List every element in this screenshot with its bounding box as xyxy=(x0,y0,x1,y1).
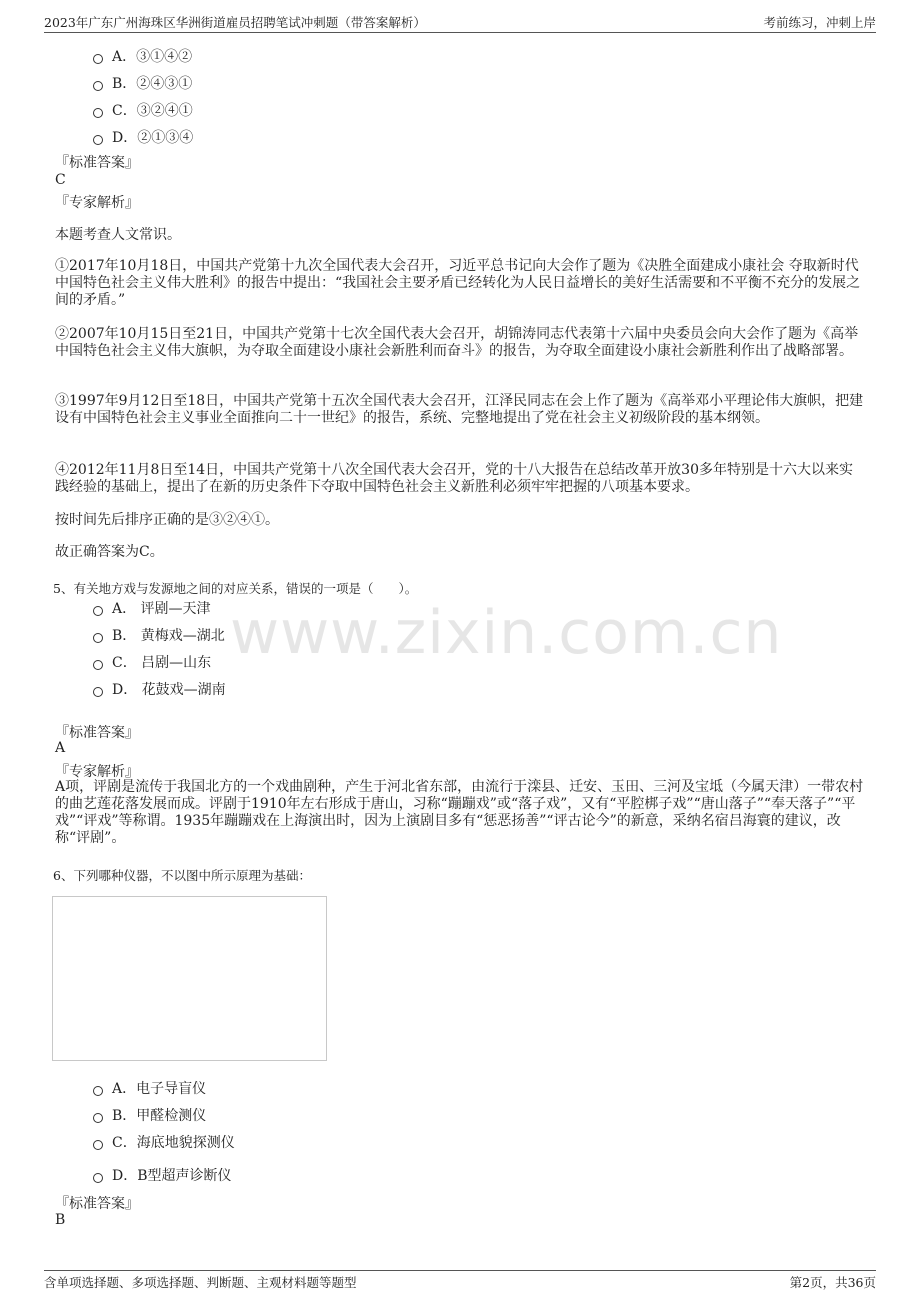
page-footer xyxy=(44,1270,876,1295)
q6-answer-label: 『标准答案』 xyxy=(55,1196,139,1212)
q5-answer: A xyxy=(55,740,66,756)
option-label: A． 评剧—天津 xyxy=(112,601,211,617)
option-label: C．③②④① xyxy=(112,103,193,119)
watermark: www.zixin.com.cn xyxy=(230,598,783,668)
radio-icon[interactable] xyxy=(93,54,103,64)
radio-icon[interactable] xyxy=(93,108,103,118)
radio-icon[interactable] xyxy=(93,687,103,697)
header-slogan: 考前练习，冲刺上岸 xyxy=(763,15,876,30)
q5-option-c[interactable] xyxy=(93,651,211,673)
q4-option-a[interactable] xyxy=(93,45,192,67)
q5-question: 5、有关地方戏与发源地之间的对应关系，错误的一项是（ ）。 xyxy=(53,581,418,596)
q4-analysis-conclusion: 故正确答案为C。 xyxy=(55,544,164,560)
option-label: A．电子导盲仪 xyxy=(112,1081,207,1097)
question-figure-placeholder xyxy=(52,896,327,1061)
radio-icon[interactable] xyxy=(93,1113,103,1123)
option-label: B．②④③① xyxy=(112,76,193,92)
option-label: A．③①④② xyxy=(112,49,193,65)
option-label: C．海底地貌探测仪 xyxy=(112,1135,235,1151)
option-label: D． 花鼓戏—湖南 xyxy=(112,682,226,698)
q4-option-b[interactable] xyxy=(93,72,192,94)
option-label: D．B型超声诊断仪 xyxy=(112,1168,232,1184)
radio-icon[interactable] xyxy=(93,135,103,145)
q4-option-c[interactable] xyxy=(93,99,193,121)
q4-analysis-label: 『专家解析』 xyxy=(55,195,139,211)
q4-answer-label: 『标准答案』 xyxy=(55,155,139,171)
radio-icon[interactable] xyxy=(93,1173,103,1183)
q4-answer: C xyxy=(55,172,66,188)
radio-icon[interactable] xyxy=(93,633,103,643)
q4-analysis-intro: 本题考查人文常识。 xyxy=(55,227,181,243)
q5-option-a[interactable] xyxy=(93,597,211,619)
radio-icon[interactable] xyxy=(93,606,103,616)
footer-question-types: 含单项选择题、多项选择题、判断题、主观材料题等题型 xyxy=(44,1275,357,1290)
option-label: B． 黄梅戏—湖北 xyxy=(112,628,225,644)
q4-analysis-item-2: ②2007年10月15日至21日，中国共产党第十七次全国代表大会召开，胡锦涛同志代表第十六届中央委员会向大会作了题为《高举中国特色社会主义伟大旗帜，为夺取全面建设小康社会新胜利而奋斗》的报告，为夺取全面建设小康社会新胜利作出了战略部署。 xyxy=(55,326,859,359)
document-title: 2023年广东广州海珠区华洲街道雇员招聘笔试冲刺题（带答案解析） xyxy=(44,15,426,30)
q6-option-b[interactable] xyxy=(93,1104,206,1126)
q4-option-d[interactable] xyxy=(93,126,193,148)
q5-analysis: A项，评剧是流传于我国北方的一个戏曲剧种，产生于河北省东部，由流行于滦县、迁安、玉田、三河及宝坻（今属天津）一带农村的曲艺莲花落发展而成。评剧于1910年左右形成于唐山，习称“蹦蹦戏”或“落子戏”，又有“平腔梆子戏”“唐山落子”“奉天落子”“平戏”“评戏”等称谓。1935年蹦蹦戏在上海演出时，因为上演剧目多有“惩恶扬善”“评古论今”的新意，采纳名宿吕海寰的建议，改称“评剧”。 xyxy=(55,779,864,846)
q4-analysis-item-1: ①2017年10月18日，中国共产党第十九次全国代表大会召开，习近平总书记向大会作了题为《决胜全面建成小康社会 夺取新时代中国特色社会主义伟大胜利》的报告中提出：“我国社会主要矛盾已经转化为人民日益增长的美好生活需要和不平衡不充分的发展之间的矛盾。” xyxy=(55,258,861,308)
q5-option-d[interactable] xyxy=(93,678,226,700)
radio-icon[interactable] xyxy=(93,1086,103,1096)
q4-analysis-item-4: ④2012年11月8日至14日，中国共产党第十八次全国代表大会召开，党的十八大报告在总结改革开放30多年特别是十六大以来实践经验的基础上，提出了在新的历史条件下夺取中国特色社会主义新胜利必须牢牢把握的八项基本要求。 xyxy=(55,462,853,495)
q5-answer-label: 『标准答案』 xyxy=(55,725,139,741)
q6-question: 6、下列哪种仪器，不以图中所示原理为基础： xyxy=(53,868,311,883)
option-label: D．②①③④ xyxy=(112,130,194,146)
q6-option-d[interactable] xyxy=(93,1164,232,1186)
option-label: C． 吕剧—山东 xyxy=(112,655,212,671)
q6-option-c[interactable] xyxy=(93,1131,235,1153)
q4-analysis-item-3: ③1997年9月12日至18日，中国共产党第十五次全国代表大会召开，江泽民同志在会上作了题为《高举邓小平理论伟大旗帜，把建设有中国特色社会主义事业全面推向二十一世纪》的报告，系统、完整地提出了党在社会主义初级阶段的基本纲领。 xyxy=(55,393,864,426)
q6-option-a[interactable] xyxy=(93,1077,206,1099)
radio-icon[interactable] xyxy=(93,660,103,670)
page-number: 第2页，共36页 xyxy=(789,1275,876,1290)
radio-icon[interactable] xyxy=(93,81,103,91)
q6-answer: B xyxy=(55,1212,66,1228)
page-header xyxy=(44,10,876,33)
radio-icon[interactable] xyxy=(93,1140,103,1150)
q5-analysis-label: 『专家解析』 xyxy=(55,764,139,780)
option-label: B．甲醛检测仪 xyxy=(112,1108,207,1124)
q4-analysis-order: 按时间先后排序正确的是③②④①。 xyxy=(55,512,279,528)
q5-option-b[interactable] xyxy=(93,624,225,646)
